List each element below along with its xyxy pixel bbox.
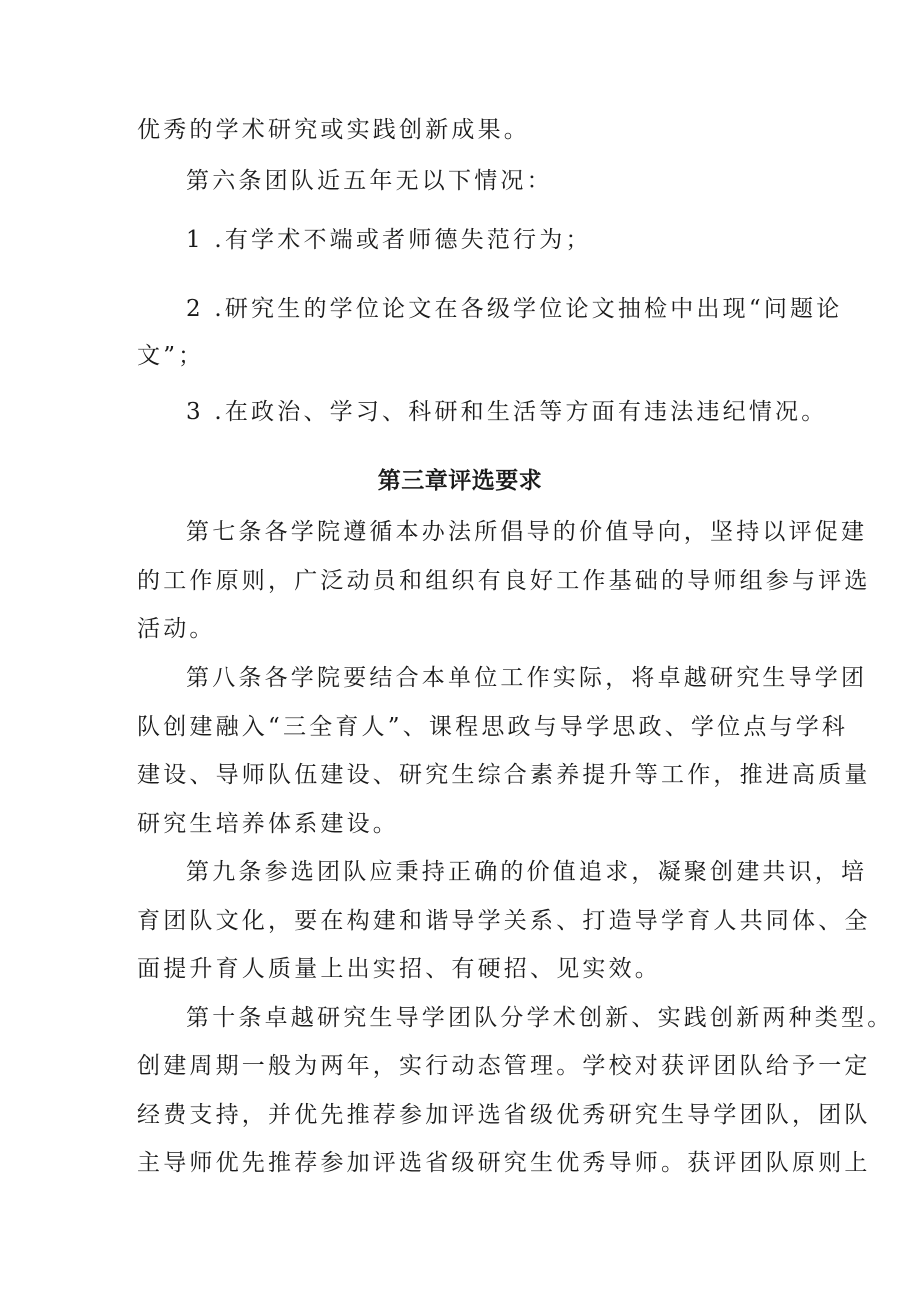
list-item-3: 3 .在政治、学习、科研和生活等方面有违法违纪情况。 [186,399,828,425]
article-10-line: 主导师优先推荐参加评选省级研究生优秀导师。获评团队原则上 [137,1150,871,1176]
article-10-line: 经费支持，并优先推荐参加评选省级优秀研究生导学团队，团队 [137,1102,871,1128]
article-10-line: 创建周期一般为两年，实行动态管理。学校对获评团队给予一定 [137,1053,871,1079]
list-item-2: 2 .研究生的学位论文在各级学位论文抽检中出现“问题论 [186,296,843,322]
chapter-heading: 第三章评选要求 [377,468,543,494]
article-9-line: 育团队文化，要在构建和谐导学关系、打造导学育人共同体、全 [137,908,871,934]
article-8-line: 队创建融入“三全育人”、课程思政与导学思政、学位点与学科 [137,714,849,740]
article-8-line: 研究生培养体系建设。 [137,811,399,837]
article-7-line: 的工作原则，广泛动员和组织有良好工作基础的导师组参与评选 [137,568,871,594]
article-7-line: 第七条各学院遵循本办法所倡导的价值导向，坚持以评促建 [186,519,868,545]
article-7-line: 活动。 [137,616,216,642]
paragraph-line: 优秀的学术研究或实践创新成果。 [137,117,530,143]
list-item-2-continued: 文”； [137,343,205,369]
list-item-1: 1 .有学术不端或者师德失范行为； [186,227,592,253]
article-9-line: 第九条参选团队应秉持正确的价值追求，凝聚创建共识，培 [186,859,868,885]
article-10-line: 第十条卓越研究生导学团队分学术创新、实践创新两种类型。 [186,1005,894,1031]
article-8-line: 第八条各学院要结合本单位工作实际，将卓越研究生导学团 [186,665,868,691]
article-6-title: 第六条团队近五年无以下情况： [186,168,553,194]
article-9-line: 面提升育人质量上出实招、有硬招、见实效。 [137,956,661,982]
article-8-line: 建设、导师队伍建设、研究生综合素养提升等工作，推进高质量 [137,762,871,788]
